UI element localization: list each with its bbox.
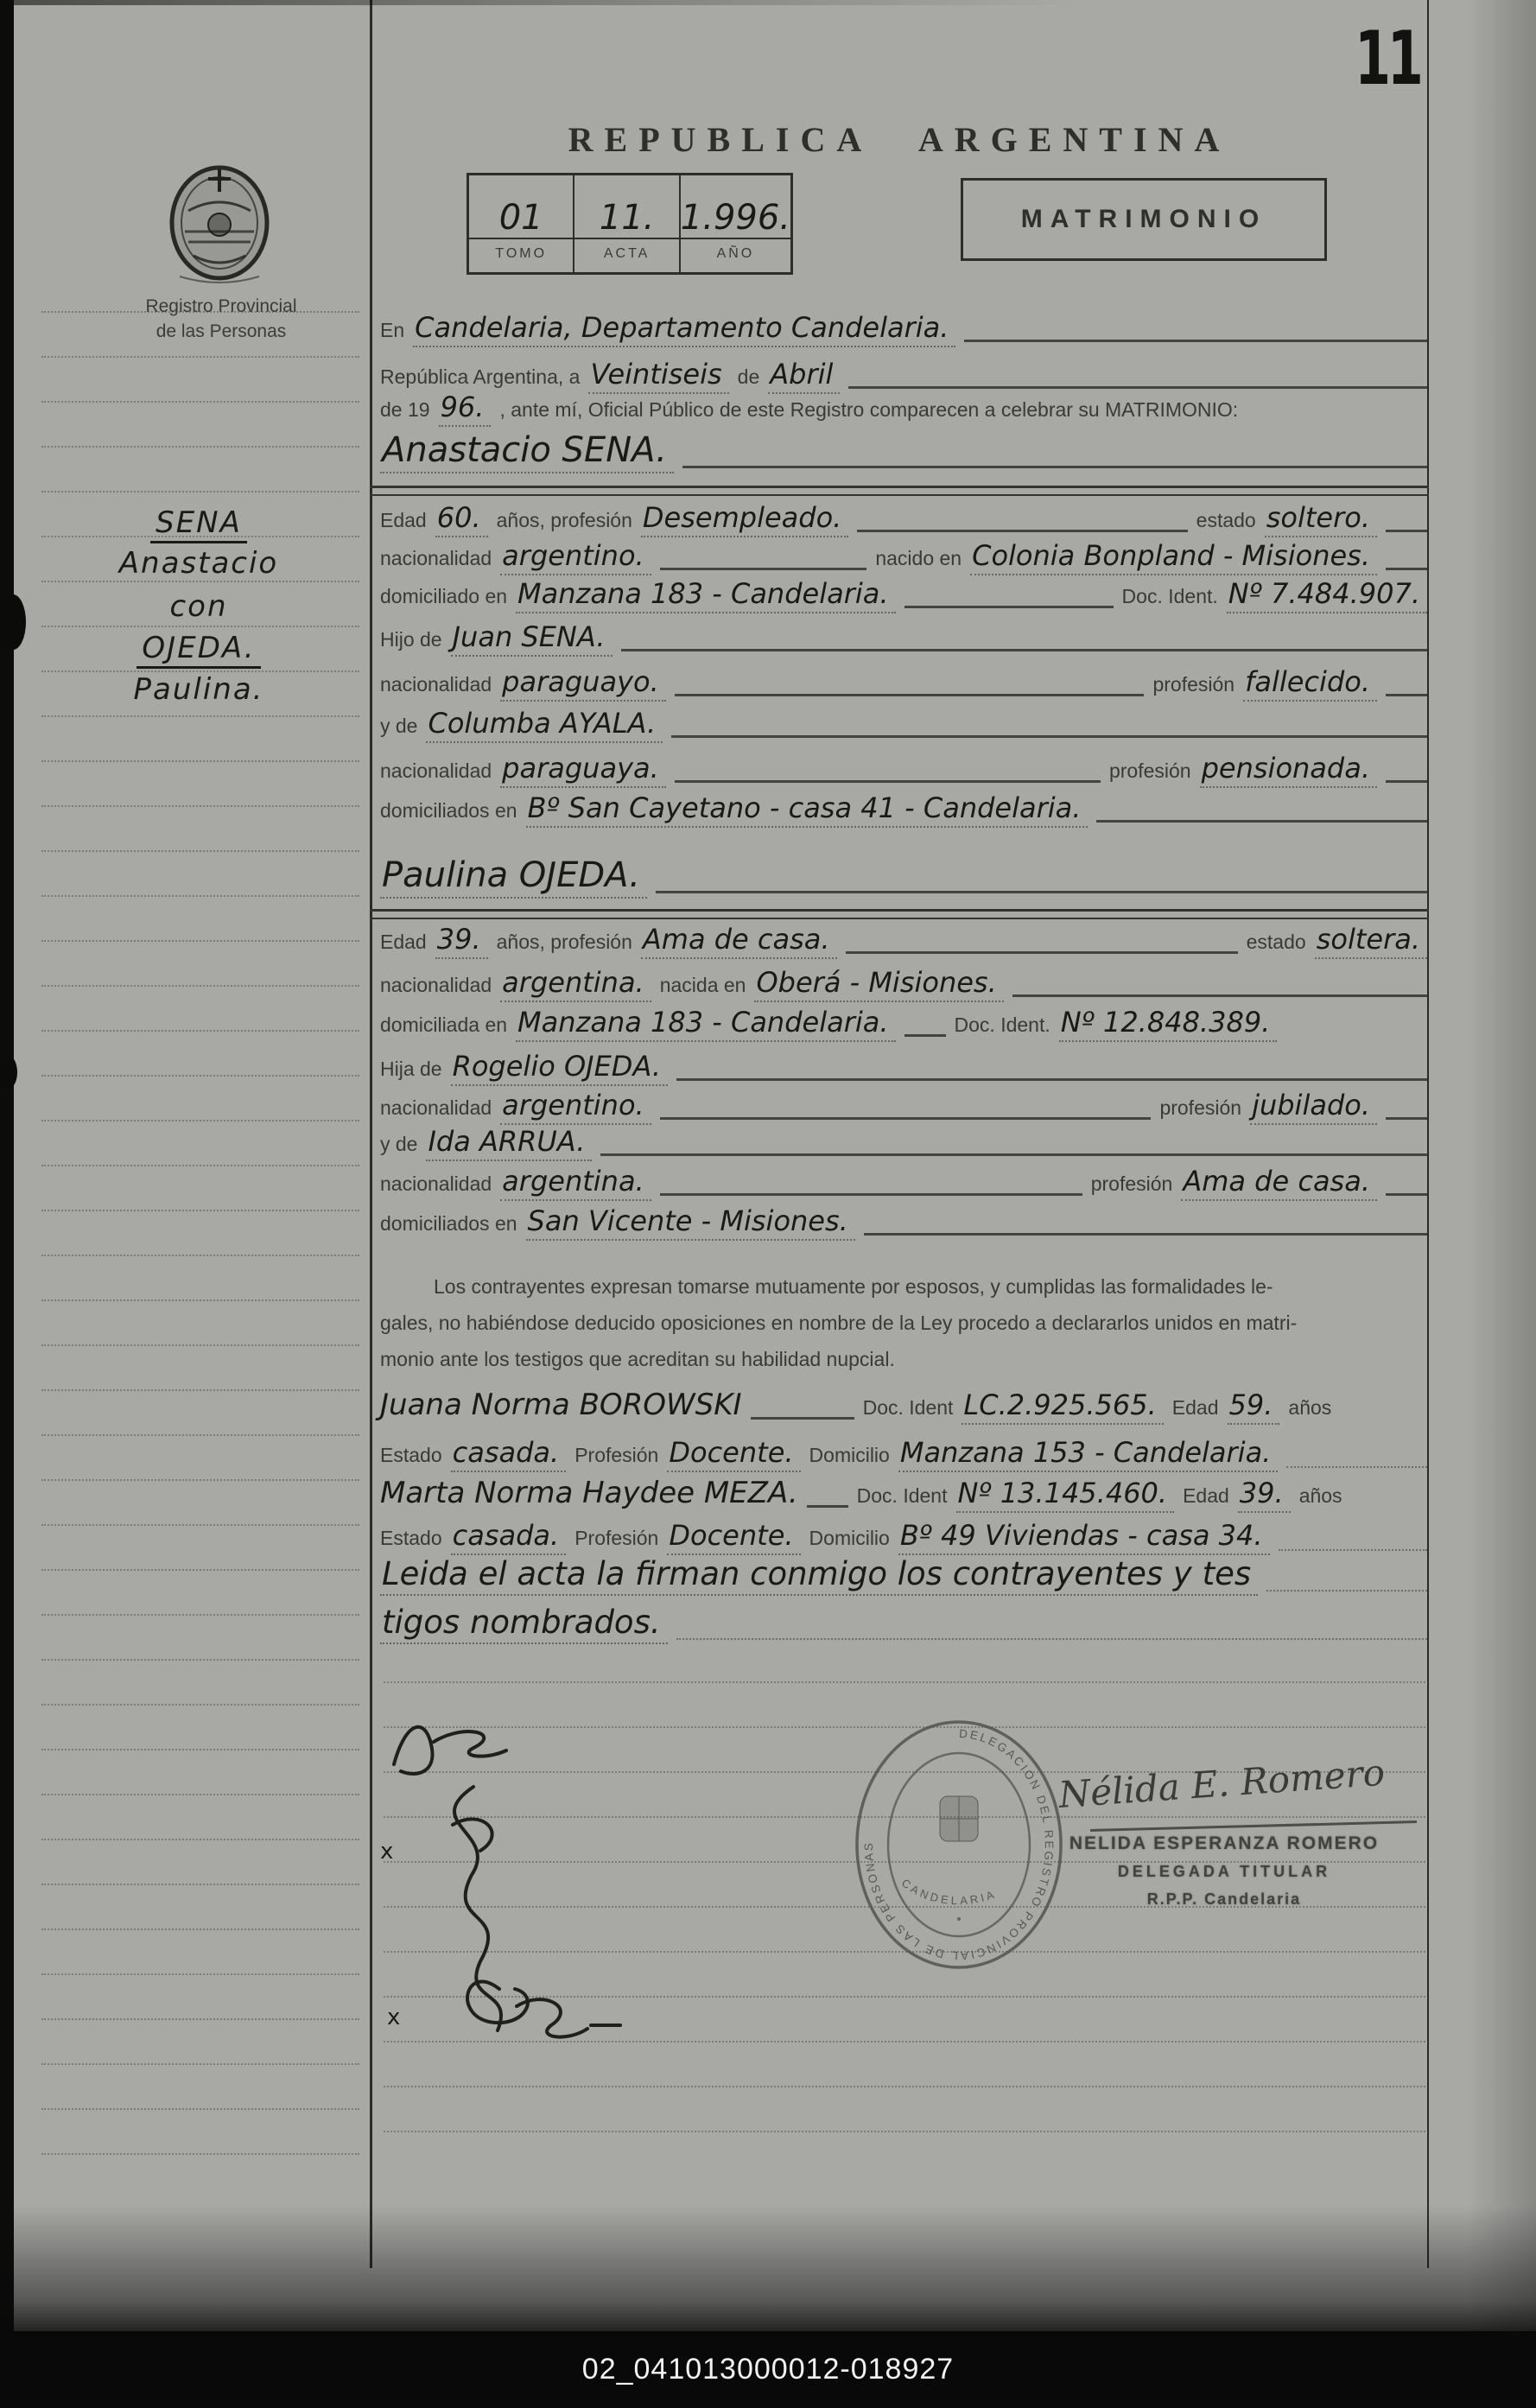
rule-fill [660,566,867,570]
rule-dash [1386,528,1427,532]
rule-fill [1012,993,1427,997]
bride-age: 39. [435,923,488,959]
groom-father-name: Juan SENA. [451,620,612,657]
tomo-value: 01 [469,175,573,239]
ruled-dotted-line [41,356,359,358]
margin-note-ojeda: OJEDA. [136,631,260,669]
rule-fill [660,1191,1082,1196]
bride-status: soltera. [1315,923,1427,959]
bride-birthplace: Oberá - Misiones. [754,966,1003,1002]
ruled-dotted-line [384,2131,1425,2132]
scan-ink-blob [0,1056,17,1089]
ruled-dotted-line [41,985,359,987]
witness2-status: casada. [451,1519,567,1555]
rule-dash [1386,778,1427,783]
place-value: Candelaria, Departamento Candelaria. [413,311,955,347]
ruled-dotted-line [41,940,359,942]
provincial-coat-of-arms-icon [154,154,285,290]
bride-father-row [380,1050,1427,1086]
registry-caption [102,294,340,344]
rule-fill [660,1115,1152,1120]
ruled-dotted-line [41,2063,359,2065]
bride-name: Paulina OJEDA. [380,855,647,899]
signature-scrawl-icon [370,1704,689,2067]
rule-dash [1386,1115,1427,1120]
witness-x-mark-2: x [387,2005,401,2030]
acta-column [574,175,680,272]
ano-value: 1.996. [681,175,790,239]
rule-dash [904,1032,946,1037]
margin-note-con [50,589,347,624]
bride-father-detail-row [380,1089,1427,1125]
label-hija-de: Hija de [380,1058,442,1080]
witness2-document: Nº 13.145.460. [956,1477,1175,1513]
groom-father-row [380,620,1427,657]
groom-father-detail-row [380,665,1427,702]
record-number-box [467,173,793,275]
ruled-dotted-line [41,626,359,627]
margin-note-name2 [50,672,347,707]
ruled-dotted-line [41,1839,359,1840]
rule-fill [751,1415,854,1420]
rule-fill [904,604,1114,608]
intro-place-row [380,311,1427,347]
ruled-dotted-line [41,1434,359,1436]
bride-mother-row [380,1125,1427,1161]
ruled-dotted-line [41,1344,359,1346]
month-value: Abril [768,358,840,394]
label-estado: Estado [380,1444,442,1466]
ruled-dotted-line [41,2108,359,2110]
declaration-paragraph [380,1268,1427,1377]
ruled-dotted-line [41,895,359,897]
rule-dash [1386,1191,1427,1196]
witness1-profession: Docente. [667,1436,800,1472]
witness2-id-row [380,1476,1427,1513]
margin-note-surname1 [50,505,347,540]
groom-profession: Desempleado. [641,501,848,537]
groom-address: Manzana 183 - Candelaria. [516,577,896,613]
groom-mother-row [380,707,1427,743]
ruled-dotted-line [41,1389,359,1391]
witness1-document: LC.2.925.565. [962,1388,1163,1425]
ruled-dotted-line [41,1030,359,1032]
bride-mother-nationality: argentina. [500,1165,651,1201]
label-doc-ident: Doc. Ident. [954,1013,1050,1036]
ruled-dotted-line [41,1569,359,1571]
label-hijo-de: Hijo de [380,628,442,651]
ano-label: AÑO [716,246,755,261]
intro-year-row [380,391,1427,427]
rule-fill [656,889,1427,893]
acta-label: ACTA [603,246,651,261]
groom-mother-name: Columba AYALA. [426,707,663,743]
label-nacionalidad: nacionalidad [380,974,492,996]
scan-ink-blob [0,594,26,650]
ruled-dotted-line [41,491,359,492]
rule-fill [676,1636,1427,1640]
bride-father-profession: jubilado. [1250,1089,1377,1125]
label-domiciliado: domiciliado en [380,585,508,607]
label-domiciliada: domiciliada en [380,1013,508,1036]
year-value: 96. [439,391,492,427]
label-nacido-en: nacido en [875,547,962,569]
ruled-dotted-line [384,2086,1425,2087]
label-domiciliados: domiciliados en [380,1212,517,1235]
rule-fill [848,384,1427,389]
groom-document: Nº 7.484.907. [1227,577,1427,613]
ruled-dotted-line [41,715,359,717]
registry-caption-line1: Registro Provincial [145,296,297,316]
oval-stamp-place: CANDELARIA [898,1876,999,1908]
bride-nationality-row [380,966,1427,1002]
rule-fill [857,528,1187,532]
groom-parents-address: Bº San Cayetano - casa 41 - Candelaria. [526,791,1089,828]
ruled-dotted-line [41,1928,359,1930]
rule-fill [600,1152,1427,1156]
label-profesion: profesión [1159,1096,1242,1119]
groom-name: Anastacio SENA. [380,430,674,473]
label-nacionalidad: nacionalidad [380,547,492,569]
label-estado: Estado [380,1527,442,1549]
label-domicilio: Domicilio [809,1527,890,1549]
label-de19: de 19 [380,398,430,421]
official-stamp-name: NELIDA ESPERANZA ROMERO [1069,1833,1380,1853]
ruled-dotted-line [41,2153,359,2155]
witness-x-mark-1: x [380,1839,394,1865]
groom-name-row [380,430,1427,473]
rule-fill [846,950,1238,954]
bride-mother-detail-row [380,1165,1427,1201]
page-number: 11 [1355,16,1420,102]
ruled-dotted-line [41,1749,359,1750]
ruled-dotted-line [41,1524,359,1526]
official-stamp-title: DELEGADA TITULAR [1117,1863,1331,1880]
right-margin-rule [1427,0,1429,2268]
label-nacionalidad: nacionalidad [380,1096,492,1119]
bride-parents-address-row [380,1204,1427,1241]
label-y-de: y de [380,1133,418,1155]
groom-status: soltero. [1265,501,1377,537]
ruled-dotted-line [41,446,359,448]
scan-footer-bar [0,2331,1536,2408]
groom-mother-detail-row [380,752,1427,788]
margin-note-name1 [50,546,347,581]
ano-column [681,175,790,272]
groom-mother-nationality: paraguaya. [500,752,666,788]
bride-document: Nº 12.848.389. [1059,1006,1278,1042]
label-anos-profesion: años, profesión [496,509,632,531]
rule-fill [1286,1464,1427,1468]
witness1-id-row [380,1388,1427,1425]
groom-age: 60. [435,501,488,537]
rule-fill [964,338,1427,342]
acta-value: 11. [574,175,678,239]
ruled-dotted-line [41,1659,359,1661]
scan-top-shadow [0,0,1076,5]
label-y-de: y de [380,715,418,737]
ruled-dotted-line [41,1255,359,1256]
label-anos-profesion: años, profesión [496,931,632,953]
section-divider [370,909,1429,919]
svg-text:CANDELARIA [899,1876,999,1907]
label-edad: Edad [1183,1484,1229,1507]
rule-fill [621,647,1427,651]
signature-underline [1090,1820,1417,1832]
groom-father-nationality: paraguayo. [500,665,666,702]
label-profesion: profesión [1108,759,1191,782]
bride-name-row [380,855,1427,899]
groom-birthplace: Colonia Bonpland - Misiones. [970,539,1377,575]
label-profesion: Profesión [574,1444,659,1466]
rule-fill [676,1077,1427,1081]
witness1-name: Juana Norma BOROWSKI [380,1388,742,1422]
label-estado: estado [1196,509,1256,531]
ruled-dotted-line [41,760,359,762]
margin-note-surname2 [50,631,347,665]
bride-nationality: argentina. [500,966,651,1002]
declaration-line3: monio ante los testigos que acreditan su habilidad nupcial. [380,1348,895,1370]
bride-father-nationality: argentino. [500,1089,651,1125]
witness2-address: Bº 49 Viviendas - casa 34. [898,1519,1270,1555]
label-edad: Edad [380,931,427,953]
ruled-dotted-line [41,1075,359,1077]
margin-note-anastacio: Anastacio [118,546,279,581]
label-doc-ident: Doc. Ident. [1121,585,1218,607]
label-profesion: Profesión [574,1527,659,1549]
label-republica: República Argentina, a [380,365,581,388]
label-nacionalidad: nacionalidad [380,673,492,696]
tomo-label: TOMO [495,246,548,261]
ruled-dotted-line [41,1884,359,1885]
bride-father-name: Rogelio OJEDA. [451,1050,668,1086]
groom-nationality: argentino. [500,539,651,575]
page-title: REPUBLICA ARGENTINA [568,120,1231,159]
ruled-dotted-line [41,1165,359,1166]
intro-rest-text: , ante mí, Oficial Público de este Registro comparecen a celebrar su MATRIMONIO: [499,398,1239,421]
ruled-dotted-line [41,1794,359,1795]
ruled-dotted-line [384,1681,1425,1683]
rule-fill [864,1231,1427,1236]
ruled-dotted-line [41,1704,359,1706]
declaration-line1: Los contrayentes expresan tomarse mutuamente por esposos, y cumplidas las formalidades le- [434,1275,1273,1298]
bride-address: Manzana 183 - Candelaria. [516,1006,896,1042]
label-nacionalidad: nacionalidad [380,759,492,782]
witness1-status: casada. [451,1436,567,1472]
rule-fill [675,692,1145,696]
label-en: En [380,319,405,341]
scan-reference-code: 02_041013000012-018927 [581,2353,955,2386]
ruled-dotted-line [41,1210,359,1211]
witness2-name: Marta Norma Haydee MEZA. [380,1476,798,1510]
groom-parents-address-row [380,791,1427,828]
day-value: Veintiseis [588,358,728,394]
witness1-age: 59. [1228,1388,1280,1425]
ruled-dotted-line [41,1120,359,1121]
ruled-dotted-line [41,850,359,852]
ruled-dotted-line [41,311,359,313]
rule-fill [675,778,1101,783]
rule-fill [671,734,1427,738]
ruled-dotted-line [41,581,359,582]
page-bottom-shadow [0,2205,1536,2333]
rule-dash [1386,692,1427,696]
witness2-age: 39. [1238,1477,1291,1513]
closing-line2: tigos nombrados. [380,1604,668,1644]
official-stamp-office: R.P.P. Candelaria [1146,1890,1302,1908]
groom-nationality-row [380,539,1427,575]
bride-mother-name: Ida ARRUA. [426,1125,592,1161]
label-estado: estado [1246,931,1306,953]
groom-address-row [380,577,1427,613]
label-domiciliados: domiciliados en [380,799,517,822]
label-profesion: profesión [1090,1172,1173,1195]
ruled-dotted-line [41,1299,359,1301]
witness1-address: Manzana 153 - Candelaria. [898,1436,1279,1472]
rule-fill [682,464,1427,468]
label-anos: años [1288,1396,1332,1419]
official-signature: Nélida E. Romero [1057,1750,1387,1816]
bride-mother-profession: Ama de casa. [1181,1165,1377,1201]
label-anos: años [1298,1484,1342,1507]
section-divider [370,486,1429,496]
closing-line2-row [380,1604,1427,1644]
label-profesion: profesión [1152,673,1235,696]
groom-father-profession: fallecido. [1243,665,1377,702]
rule-fill [1266,1588,1427,1592]
label-domicilio: Domicilio [809,1444,890,1466]
label-doc-ident: Doc. Ident [862,1396,954,1419]
bride-address-row [380,1006,1427,1042]
rule-dash [807,1503,848,1508]
label-doc-ident: Doc. Ident [856,1484,948,1507]
witness2-profession: Docente. [667,1519,800,1555]
ruled-dotted-line [41,1973,359,1975]
ruled-dotted-line [41,1614,359,1616]
closing-line1: Leida el acta la firman conmigo los contrayentes y tes [380,1555,1258,1596]
margin-note-con-text: con [169,589,228,624]
ruled-dotted-line [41,805,359,807]
label-edad: Edad [1171,1396,1219,1419]
label-de: de [737,365,760,388]
scan-right-shadow [1467,0,1536,2408]
tomo-column [469,175,574,272]
witness2-detail-row [380,1519,1427,1555]
witness1-detail-row [380,1436,1427,1472]
label-edad: Edad [380,509,427,531]
scan-left-edge [0,0,14,2408]
bride-profession: Ama de casa. [641,923,837,959]
label-nacida-en: nacida en [659,974,746,996]
ruled-dotted-line [41,1479,359,1481]
ruled-dotted-line [41,401,359,403]
rule-fill [1279,1547,1427,1551]
record-type-box: MATRIMONIO [961,178,1327,261]
bride-parents-address: San Vicente - Misiones. [526,1204,855,1241]
groom-mother-profession: pensionada. [1200,752,1377,788]
margin-note-paulina: Paulina. [133,672,264,707]
rule-fill [1096,818,1427,823]
oval-stamp-text: DELEGACION DEL REGISTRO PROVINCIAL DE LAS PERSONAS [861,1726,1056,1963]
groom-age-row [380,501,1427,537]
bride-age-row [380,923,1427,959]
label-nacionalidad: nacionalidad [380,1172,492,1195]
closing-line1-row [380,1555,1427,1596]
margin-note-sena: SENA [150,505,247,543]
ruled-dotted-line [41,2018,359,2020]
rule-dash [1386,566,1427,570]
registry-caption-line2: de las Personas [156,321,287,341]
intro-date-row [380,358,1427,394]
declaration-line2: gales, no habiéndose deducido oposiciones en nombre de la Ley procedo a declararlos unidos en matri- [380,1312,1298,1334]
